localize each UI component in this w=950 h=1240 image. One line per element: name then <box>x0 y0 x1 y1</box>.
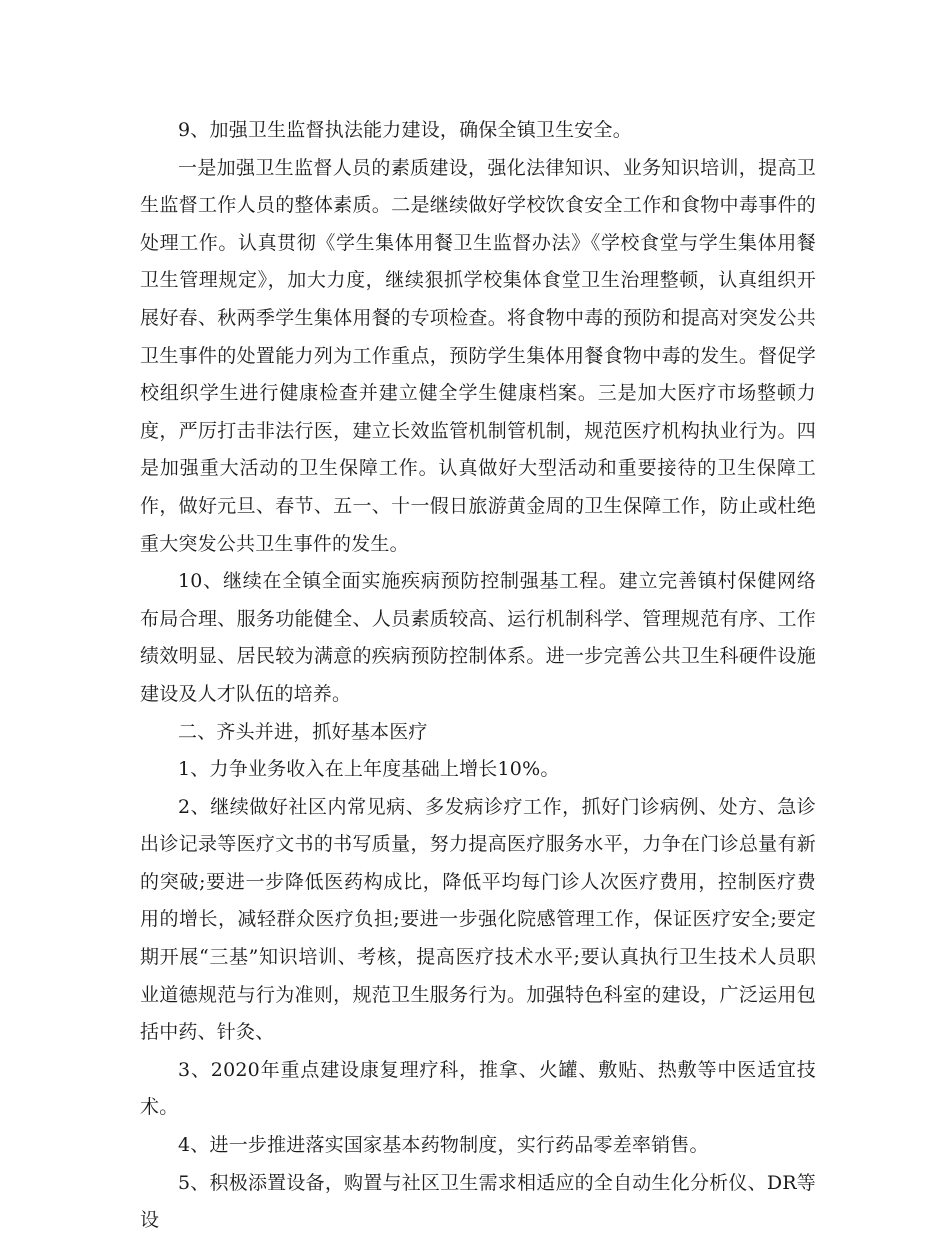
list-item-5: 5、积极添置设备，购置与社区卫生需求相适应的全自动生化分析仪、DR等设 <box>140 1171 816 1232</box>
paragraph-9-body: 一是加强卫生监督人员的素质建设，强化法律知识、业务知识培训，提高卫生监督工作人员的整体素质。二是继续做好学校饮食安全工作和食物中毒事件的处理工作。认真贯彻《学生集体用餐卫生监督办法》《学校食堂与学生集体用餐卫生管理规定》，加大力度，继续狠抓学校集体食堂卫生治理整顿，认真组织开展好春、秋两季学生集体用餐的专项检查。将食物中毒的预防和提高对突发公共卫生事件的处置能力列为工作重点，预防学生集体用餐食物中毒的发生。督促学校组织学生进行健康检查并建立健全学生健康档案。三是加大医疗市场整顿力度，严厉打击非法行医，建立长效监管机制管机制，规范医疗机构执业行为。四是加强重大活动的卫生保障工作。认真做好大型活动和重要接待的卫生保障工作，做好元旦、春节、五一、十一假日旅游黄金周的卫生保障工作，防止或杜绝重大突发公共卫生事件的发生。 <box>140 156 816 555</box>
list-item-2: 2、继续做好社区内常见病、多发病诊疗工作，抓好门诊病例、处方、急诊出诊记录等医疗文书的书写质量，努力提高医疗服务水平，力争在门诊总量有新的突破;要进一步降低医药构成比，降低平均每门诊人次医疗费用，控制医疗费用的增长，减轻群众医疗负担;要进一步强化院感管理工作，保证医疗安全;要定期开展“三基”知识培训、考核，提高医疗技术水平;要认真执行卫生技术人员职业道德规范与行为准则，规范卫生服务行为。加强特色科室的建设，广泛运用包括中药、针灸、 <box>140 795 816 1044</box>
list-item-1: 1、力争业务收入在上年度基础上增长10%。 <box>178 758 560 781</box>
list-item-3: 3、2020年重点建设康复理疗科，推拿、火罐、敷贴、热敷等中医适宜技术。 <box>140 1058 816 1119</box>
section-heading-2: 二、齐头并进，抓好基本医疗 <box>178 720 428 743</box>
paragraph-9-heading: 9、加强卫生监督执法能力建设，确保全镇卫生安全。 <box>178 119 632 141</box>
document-page <box>140 112 816 1240</box>
paragraph-10: 10、继续在全镇全面实施疾病预防控制强基工程。建立完善镇村保健网络布局合理、服务功能健全、人员素质较高、运行机制科学、管理规范有序、工作绩效明显、居民较为满意的疾病预防控制体系。进一步完善公共卫生科硬件设施建设及人才队伍的培养。 <box>140 570 816 705</box>
list-item-4: 4、进一步推进落实国家基本药物制度，实行药品零差率销售。 <box>178 1134 709 1157</box>
